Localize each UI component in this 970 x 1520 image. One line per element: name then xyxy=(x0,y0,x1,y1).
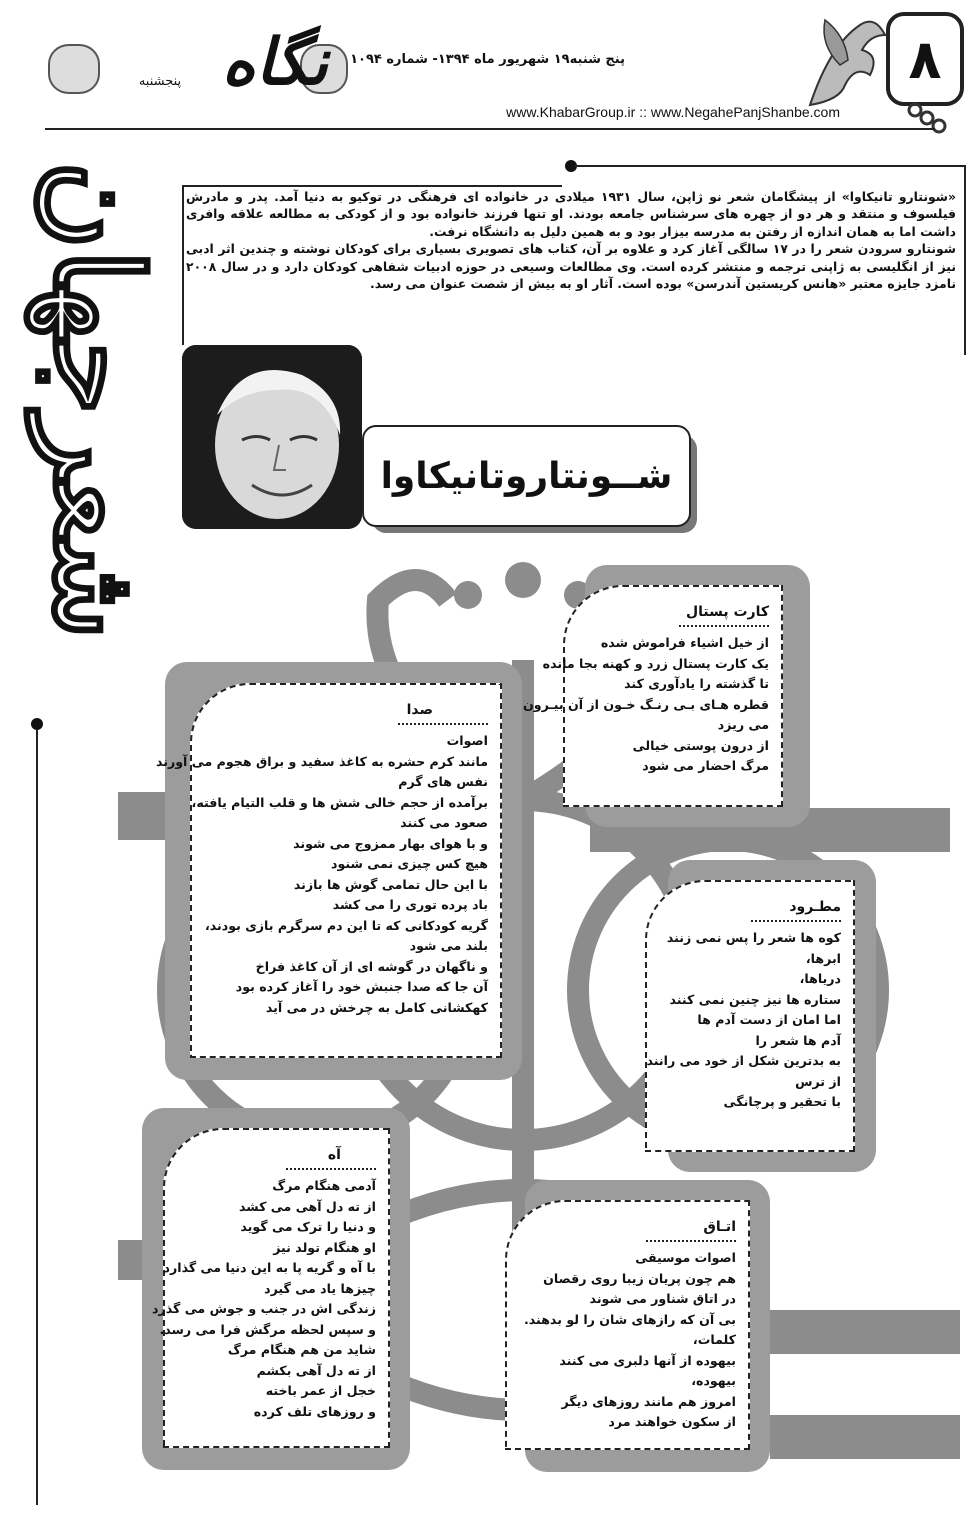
poem-postcard xyxy=(523,585,783,807)
poem-line: کهکشانی کامل به چرخش در می آید xyxy=(265,999,488,1015)
title-underline xyxy=(679,625,769,627)
decor-bar xyxy=(770,1415,960,1459)
title-underline xyxy=(286,1168,376,1170)
poem-line: مانند کرم حشره به کاغذ سفید و براق هجوم می آورند xyxy=(155,753,488,769)
poem-title: مطـرود xyxy=(789,899,841,915)
poem-title: کارت پستال xyxy=(685,604,769,620)
poem-line: با این حال تمامی گوش ها بازند xyxy=(293,876,488,892)
poem-line: در اتاق شناور می شوند xyxy=(589,1291,736,1306)
poem-line: بیهوده، xyxy=(691,1373,736,1388)
poem-line: کلمات، xyxy=(692,1332,736,1347)
rule-left-column xyxy=(182,185,184,345)
poem-line: و ناگهان در گوشه ای از آن کاغذ فراخ xyxy=(255,958,488,974)
poem-line: آن جا که صدا جنبش خود را آغاز کرده بود xyxy=(235,979,488,994)
poem-line: باد پرده توری را می کشد xyxy=(332,897,488,912)
poem-room xyxy=(505,1200,750,1450)
poem-line: می ریزد xyxy=(717,717,769,732)
poem-line: کوه ها شعر را پس نمی زنند xyxy=(666,930,841,945)
title-underline xyxy=(398,723,488,725)
poem-line: ابرها، xyxy=(805,950,841,966)
rule-right xyxy=(964,165,966,355)
poem-outcast xyxy=(645,880,855,1152)
poem-line: یک کارت پستال زرد و کهنه بجا مانده xyxy=(542,655,769,671)
poem-line: شاید من هم هنگام مرگ xyxy=(227,1342,376,1357)
poem-line: بیهوده از آنها دلبری می کنند xyxy=(559,1352,736,1368)
poem-line: و با هوای بهار ممزوج می شوند xyxy=(293,835,488,851)
poet-name-title: شــونتاروتانیکاوا xyxy=(362,425,691,527)
poem-line: دریاها، xyxy=(799,971,841,986)
poem-line: از ته دل آهی بکشم xyxy=(256,1362,376,1378)
poem-line: خجل از عمر باخته xyxy=(265,1383,376,1398)
poem-line: و دنیا را ترک می گوید xyxy=(240,1219,376,1234)
rule-dot-left xyxy=(31,718,43,730)
issue-date: پنج شنبه۱۹ شهریور ماه ۱۳۹۴- شماره ۱۰۹۴ xyxy=(350,52,625,67)
decor-bar xyxy=(770,1310,960,1354)
poem-line: با تحقیر و پرچانگی xyxy=(723,1094,841,1109)
poem-line: اصوات xyxy=(446,733,488,748)
rule-bio-top xyxy=(182,185,562,187)
poem-line: با آه و گریه پا به این دنیا می گذارد xyxy=(163,1260,376,1275)
poem-line: آدمی هنگام مرگ xyxy=(272,1178,376,1193)
poem-line: اصوات موسیقی xyxy=(635,1250,736,1265)
poem-line: قطره هـای بـی رنـگ خـون از آن بیـرون xyxy=(523,696,769,712)
poem-line: از ته دل آهی می کشد xyxy=(239,1198,376,1214)
poem-line: صعود می کنند xyxy=(400,815,488,830)
poem-line: نفس های گرم xyxy=(398,774,488,789)
chain-ornament xyxy=(905,100,955,140)
website-links[interactable]: www.KhabarGroup.ir :: www.NegahePanjShanbe.com xyxy=(506,104,840,120)
poem-line: هیچ کس چیزی نمی شنود xyxy=(330,856,488,871)
title-underline xyxy=(646,1240,736,1242)
header-divider xyxy=(45,128,935,130)
poem-line: از خیل اشیاء فراموش شده xyxy=(600,635,769,650)
poem-line: تا گذشته را یادآوری کند xyxy=(624,676,769,691)
poem-line: اما امان از دست آدم ها xyxy=(697,1012,841,1027)
rule-top xyxy=(575,165,965,167)
poet-biography xyxy=(186,188,956,292)
poem-line: او هنگام تولد نیز xyxy=(273,1239,376,1255)
left-header-ornament xyxy=(48,44,100,94)
rule-left xyxy=(36,730,38,1505)
poem-line: آدم ها شعر را xyxy=(755,1032,841,1048)
poem-title: صدا xyxy=(406,702,433,718)
poem-line: به بدترین شکل از خود می رانند xyxy=(646,1053,841,1068)
poem-sigh xyxy=(152,1128,390,1448)
poem-line: بلند می شود xyxy=(409,938,488,953)
poem-line: از درون پوستی خیالی xyxy=(632,737,769,753)
poem-line: چیزها یاد می گیرد xyxy=(264,1280,376,1296)
title-underline xyxy=(751,920,841,922)
poem-line: بی آن که رازهای شان را لو بدهند. xyxy=(524,1311,736,1327)
poem-title: اتـاق xyxy=(703,1219,736,1235)
bio-paragraph: «شونتارو تانیکاوا» از پیشگامان شعر نو ژاپن، سال ۱۹۳۱ میلادی در خانواده ای فرهنگی در توکیو به دنیا آمد. پدر و مادرش فیلسوف و منتقد و هر دو از چهره های سرشناس جامعه بودند. او تنها فرزند خانواده بود و از کودکی به مطالعه علاقه وافری داشت اما به همان اندازه از رفتن به مدرسه بیزار بود و به همین دلیل به دانشگاه نرفت. xyxy=(186,189,956,239)
poem-line: و سپس لحظه مرگش فرا می رسد. xyxy=(159,1321,376,1337)
poem-line: و روزهای تلف کرده xyxy=(253,1403,376,1419)
poem-line: امروز هم مانند روزهای دیگر xyxy=(561,1393,736,1409)
masthead-subtitle: پنجشنبه xyxy=(138,74,182,89)
poem-line: از سکون خواهند مرد xyxy=(608,1414,736,1429)
page-number: ۸ xyxy=(886,12,964,106)
poem-line: ستاره ها نیز چنین نمی کنند xyxy=(669,991,841,1007)
poem-line: برآمده از حجم خالی شش ها و قلب التیام یافته، xyxy=(191,794,488,810)
poem-line: هم چون پریان زیبا روی رقصان xyxy=(543,1270,736,1286)
poem-line: از ترس xyxy=(795,1073,841,1089)
poem-title: آه xyxy=(327,1147,341,1163)
poem-line: زندگی اش در جنب و جوش می گذرد xyxy=(152,1301,376,1316)
poem-sound xyxy=(155,683,502,1058)
poem-line: گریه کودکانی که تا این دم سرگرم بازی بودند، xyxy=(204,917,488,933)
section-title: شعرجهان xyxy=(27,160,168,640)
poem-line: مرگ احضار می شود xyxy=(642,758,769,773)
phoenix-ornament xyxy=(800,5,890,115)
bio-paragraph: شونتارو سرودن شعر را در ۱۷ سالگی آغاز کرد و علاوه بر آن، کتاب های تصویری بسیاری برای کودکان نوشته و چندین اثر ادبی نیز از انگلیسی به ژاپنی ترجمه و منتشر کرده است. وی مطالعات وسیعی در حوزه ادبیات شفاهی کودکان دارد و در سال ۲۰۰۸ نامزد جایزه معتبر «هانس کریستین آندرسن» بوده است. آثار او به بیش از شصت عنوان می رسد. xyxy=(186,241,956,292)
poet-portrait xyxy=(182,345,362,529)
masthead-logo: نگاه xyxy=(221,25,329,100)
